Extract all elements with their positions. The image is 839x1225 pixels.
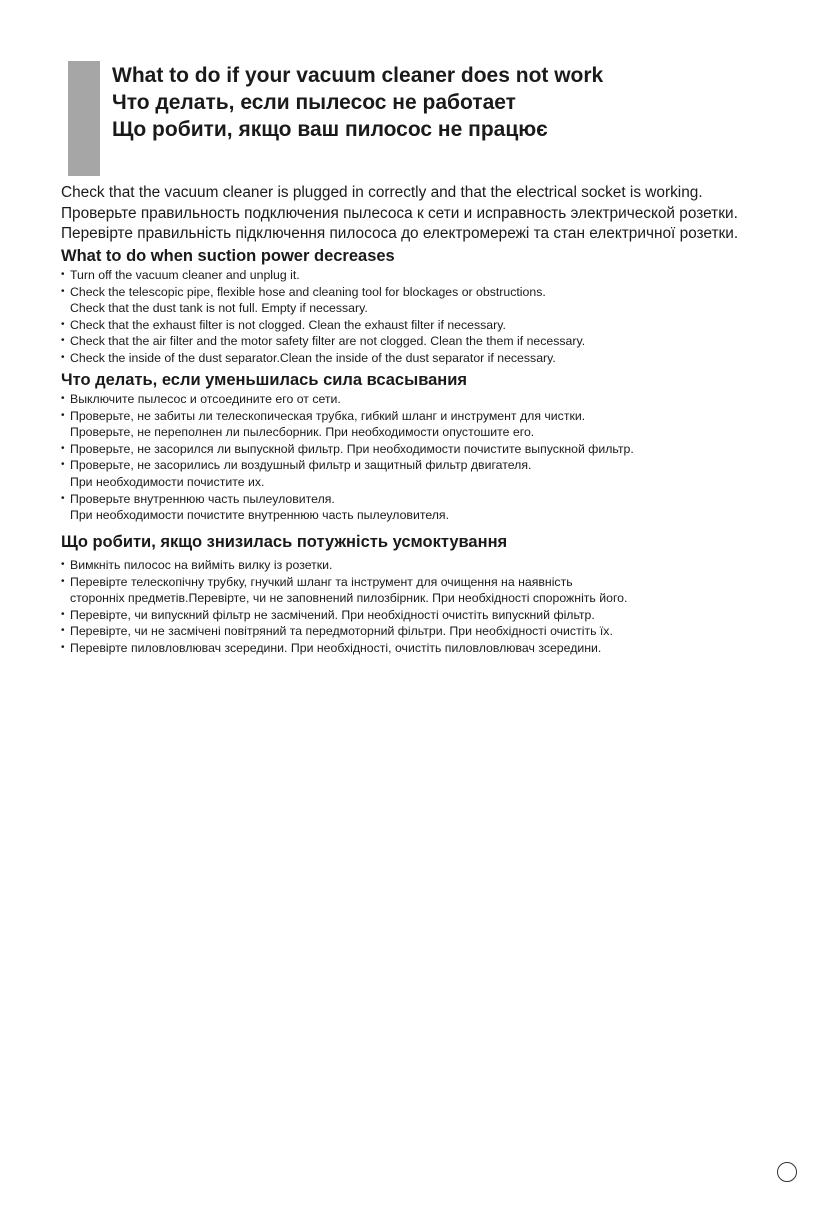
list-item: • Перевірте пиловловлювач зсередини. При необхідності, очистіть пиловловлювач зсередини. [61, 640, 627, 657]
section-heading-uk: Що робити, якщо знизилась потужність усмоктування [61, 533, 508, 551]
title-en: What to do if your vacuum cleaner does not work [112, 64, 604, 87]
section-heading-ru: Что делать, если уменьшилась сила всасывания [61, 371, 468, 389]
intro-ru: Проверьте правильность подключения пылесоса к сети и исправность электрической розетки. [61, 204, 738, 222]
bullet-list-ru [61, 391, 634, 524]
list-item: • Выключите пылесос и отсоедините его от сети. [61, 391, 634, 408]
section-uk [61, 532, 627, 657]
bullet-list-uk [61, 557, 627, 657]
section-marker-bar [68, 61, 100, 176]
list-item-continuation: При необходимости почистите их. [70, 474, 265, 489]
intro-text [61, 183, 738, 245]
title-ru: Что делать, если пылесос не работает [112, 91, 516, 114]
list-item-continuation: Check that the dust tank is not full. Empty if necessary. [70, 301, 368, 316]
list-item: • Перевірте, чи не засмічені повітряний та передмоторний фільтри. При необхідності очистіть їх. [61, 623, 627, 640]
section-en [61, 246, 585, 367]
list-item: • Проверьте внутреннюю часть пылеуловителя. При необходимости почистите внутреннюю часть пылеуловителя. [61, 491, 634, 524]
list-item: • Вимкніть пилосос на вийміть вилку із розетки. [61, 557, 627, 574]
list-item: • Check the inside of the dust separator.Clean the inside of the dust separator if necessary. [61, 350, 585, 367]
section-heading-en: What to do when suction power decreases [61, 247, 395, 265]
page-number-circle [777, 1162, 797, 1182]
list-item: • Перевірте телескопічну трубку, гнучкий шланг та інструмент для очищення на наявність сторонніх предметів.Перевірте, чи не заповнений пилозбірник. При необхідності спорожніть його. [61, 574, 627, 607]
list-item-continuation: При необходимости почистите внутреннюю часть пылеуловителя. [70, 508, 450, 523]
list-item: • Check that the air filter and the motor safety filter are not clogged. Clean the them if necessary. [61, 333, 585, 350]
list-item: • Проверьте, не засорились ли воздушный фильтр и защитный фильтр двигателя. При необходимости почистите их. [61, 457, 634, 490]
list-item-continuation: Проверьте, не переполнен ли пылесборник. При необходимости опустошите его. [70, 425, 535, 440]
list-item: • Проверьте, не забиты ли телескопическая трубка, гибкий шланг и инструмент для чистки. Проверьте, не переполнен ли пылесборник. При необходимости опустошите его. [61, 408, 634, 441]
bullet-list-en [61, 267, 585, 367]
title-uk: Що робити, якщо ваш пилосос не працює [112, 118, 548, 141]
intro-uk: Перевірте правильність підключення пилососа до електромережі та стан електричної розетки. [61, 225, 739, 242]
list-item: • Перевірте, чи випускний фільтр не засмічений. При необхідності очистіть випускний фільтр. [61, 607, 627, 624]
list-item: • Check that the exhaust filter is not clogged. Clean the exhaust filter if necessary. [61, 317, 585, 334]
list-item: • Turn off the vacuum cleaner and unplug it. [61, 267, 585, 284]
list-item: • Проверьте, не засорился ли выпускной фильтр. При необходимости почистите выпускной фильтр. [61, 441, 634, 458]
page-title [112, 62, 603, 143]
list-item: • Check the telescopic pipe, flexible hose and cleaning tool for blockages or obstructions. Check that the dust tank is not full. Empty if necessary. [61, 284, 585, 317]
section-ru [61, 370, 634, 524]
intro-en: Check that the vacuum cleaner is plugged in correctly and that the electrical socket is working. [61, 184, 703, 201]
list-item-continuation: сторонніх предметів.Перевірте, чи не заповнений пилозбірник. При необхідності спорожніть його. [70, 591, 628, 606]
